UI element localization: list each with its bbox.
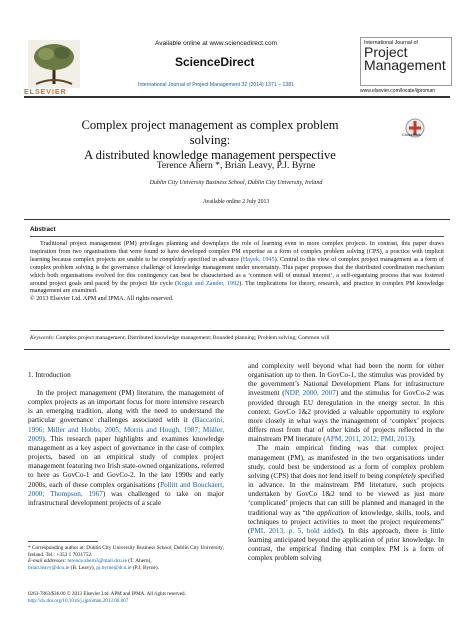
right-paragraph-1 bbox=[248, 362, 444, 444]
body-text: and complexity well beyond what had been the norm for either organisation up to then. In GovCo-1, the stimulus was provided by the government’s National Development Plans for infrastructure investment ( bbox=[248, 362, 444, 398]
email-addresses bbox=[28, 558, 228, 571]
journal-name-large bbox=[364, 46, 448, 72]
article-authors: Terence Ahern *, Brian Leavy, P.J. Byrne bbox=[156, 160, 316, 171]
section-heading-introduction: 1. Introduction bbox=[28, 371, 71, 379]
abstract-paragraph bbox=[30, 241, 444, 296]
article-title-line-2: A distributed knowledge management perspective bbox=[84, 148, 336, 162]
email-owner: (P.J. Byrne). bbox=[131, 564, 159, 571]
publisher-name: ELSEVIER bbox=[24, 89, 67, 96]
reference-link[interactable]: Hayek, 1945 bbox=[242, 256, 275, 263]
article-title-line-1: Complex project management as complex problem solving: bbox=[81, 118, 339, 147]
abstract-emphasis: completely bbox=[159, 256, 187, 263]
journal-citation-link[interactable]: International Journal of Project Management 32 (2014) 1371 – 1381 bbox=[138, 82, 295, 88]
title-divider bbox=[24, 219, 450, 220]
right-paragraph-2 bbox=[248, 444, 444, 563]
intro-paragraph bbox=[28, 389, 224, 508]
footnotes bbox=[28, 545, 228, 571]
body-text: specified in advance. In the mainstream PM literature, such projects undertaken by GovCo 1&2 tend to be viewed as just more ‘complicated’ projects that can still be planned and managed in the traditional way as “the bbox=[248, 471, 444, 517]
body-emphasis: completely bbox=[385, 471, 417, 480]
sciencedirect-logo-text: ScienceDirect bbox=[175, 55, 255, 69]
corresponding-author-note: * Corresponding author at: Dublin City University Business School, Dublin City University, Ireland. Tel.: +353 1 7031752. bbox=[28, 545, 224, 558]
abstract-text: Traditional project management (PM) privileges planning and downplays the role of learning even in more complex projects. In contrast, this paper draws inspiration from two organisations that were found to have developed complex PM expertise as a form of complex problem solving (CPS), a practice with implicit learning because complex projects are unable to be bbox=[30, 241, 444, 263]
right-column bbox=[248, 362, 444, 563]
abstract-body bbox=[30, 241, 444, 304]
body-emphasis: application bbox=[316, 508, 350, 517]
abstract-text: ). The implications for theory, research, and practice in complex PM knowledge management are examined. bbox=[30, 280, 445, 295]
crossmark-icon[interactable] bbox=[400, 117, 430, 145]
journal-name-line-1: Project bbox=[364, 44, 408, 60]
body-text: ). This research paper highlights and examines knowledge management as a key aspect of governance in the case of complex projects, based on an empirical study of complex project management featuring two Irish state-owned organizations, referred to here as GovCo-1 and GovCo-2. In the late 1990s and early 2000s, each of these complex organisations ( bbox=[28, 434, 224, 489]
body-text: In the project management (PM) literature, the management of complex projects as an important focus for more intensive research is an emerging tradition, along with the need to understand the particular governance challenges associated with it ( bbox=[28, 389, 224, 425]
keywords-divider bbox=[24, 349, 450, 350]
email-link[interactable]: brian.leavy@dcu.ie bbox=[28, 564, 70, 571]
crossmark-label: CrossMark bbox=[402, 132, 422, 137]
email-owner: (T. Ahern), bbox=[126, 558, 152, 564]
body-text: ) was challenged to take on major infrastructural development projects of a scale bbox=[28, 489, 225, 507]
reference-link[interactable]: APM, 2011, 2012; PMI, 2013 bbox=[325, 435, 412, 444]
body-text: of knowledge, skills, tools, and techniques to project activities to meet the project requirements” ( bbox=[248, 508, 444, 535]
body-text: ). In this approach, there is little learning anticipated beyond the application of prior knowledge. In contrast, the empirical finding that complex PM is a form of complex problem solving bbox=[248, 526, 444, 563]
reference-link[interactable]: Pollitt and Bouckaert, 2000; Thompson, 1967 bbox=[28, 480, 224, 498]
journal-url-link[interactable]: www.elsevier.com/locate/ijproman bbox=[360, 88, 436, 94]
footnote-rule bbox=[28, 541, 98, 542]
author-affiliation: Dublin City University Business School, Dublin City University, Ireland bbox=[149, 180, 323, 186]
body-text: ) and the stimulus for GovCo-2 was provided through EU deregulation in the energy sector. In this context, GovCo 1&2 provided a valuable opportunity to explore more closely in what ways the management of ‘complex’ projects differs most from that of other kinds of projects reflected in the mainstream PM literature ( bbox=[248, 389, 444, 444]
elsevier-tree-logo bbox=[28, 40, 80, 88]
reference-link[interactable]: PMI, 2013, p. 5, bold added bbox=[250, 526, 341, 535]
journal-name-line-2: Management bbox=[364, 57, 446, 73]
email-label: E-mail addresses: bbox=[28, 558, 67, 564]
keywords-text: Complex project management; Distributed knowledge management; Bounded planning; Problem solving; Common will bbox=[54, 335, 330, 341]
article-title bbox=[60, 118, 360, 163]
left-column bbox=[28, 389, 224, 508]
abstract-top-rule bbox=[30, 236, 444, 237]
keywords-line bbox=[30, 335, 444, 341]
abstract-bottom-rule bbox=[30, 330, 444, 331]
available-online-date: Available online 2 July 2013 bbox=[202, 199, 270, 205]
article-meta bbox=[28, 591, 228, 604]
email-owner: (B. Leavy), bbox=[69, 564, 97, 571]
keywords-label: Keywords: bbox=[30, 335, 55, 341]
email-link[interactable]: terence.ahern3@mail.dcu.ie bbox=[66, 558, 127, 564]
abstract-copyright: © 2013 Elsevier Ltd. APM and IPMA. All rights reserved. bbox=[30, 296, 174, 303]
abstract-heading: Abstract bbox=[30, 226, 56, 233]
reference-link[interactable]: Baccarini, 1996; Miller and Hobbs, 2005; Morris and Hough, 1987; Müller, 2009 bbox=[28, 416, 224, 443]
journal-name-small: International Journal of bbox=[364, 40, 418, 46]
email-link[interactable]: pj.byrne@dcu.ie bbox=[96, 564, 132, 571]
doi-link[interactable]: http://dx.doi.org/10.1016/j.ijproman.2013.06.007 bbox=[28, 597, 129, 604]
body-text: ). bbox=[411, 435, 416, 444]
available-online-note: Available online at www.sciencedirect.com bbox=[155, 40, 277, 47]
journal-cover-box bbox=[360, 37, 452, 86]
body-text: The main empirical finding was that complex project management (PM), as manifested in the two organisations under study, could best be understood as a form of complex problem solving (CPS) that does not lend itself to being bbox=[248, 444, 444, 480]
reference-link[interactable]: NDP, 2000, 2007 bbox=[284, 389, 336, 398]
abstract-text: specified in advance ( bbox=[186, 256, 243, 263]
abstract-text: ). Central to this view of complex project management as a form of complex problem solving is the governance challenge of knowledge management under uncertainty. This paper proposes that the distributed coordination mechanism which both organisations evolved for this contingency can best be characterised as a ‘common will of mutual interest’, a self-organising process that was fostered around project goals and paced by the project life cycle ( bbox=[30, 256, 444, 287]
header-divider bbox=[24, 96, 450, 98]
issn-copyright: 0263-7863/$36.00 © 2013 Elsevier Ltd. APM and IPMA. All rights reserved. bbox=[28, 591, 186, 597]
reference-link[interactable]: Kogut and Zander, 1992 bbox=[177, 280, 240, 287]
